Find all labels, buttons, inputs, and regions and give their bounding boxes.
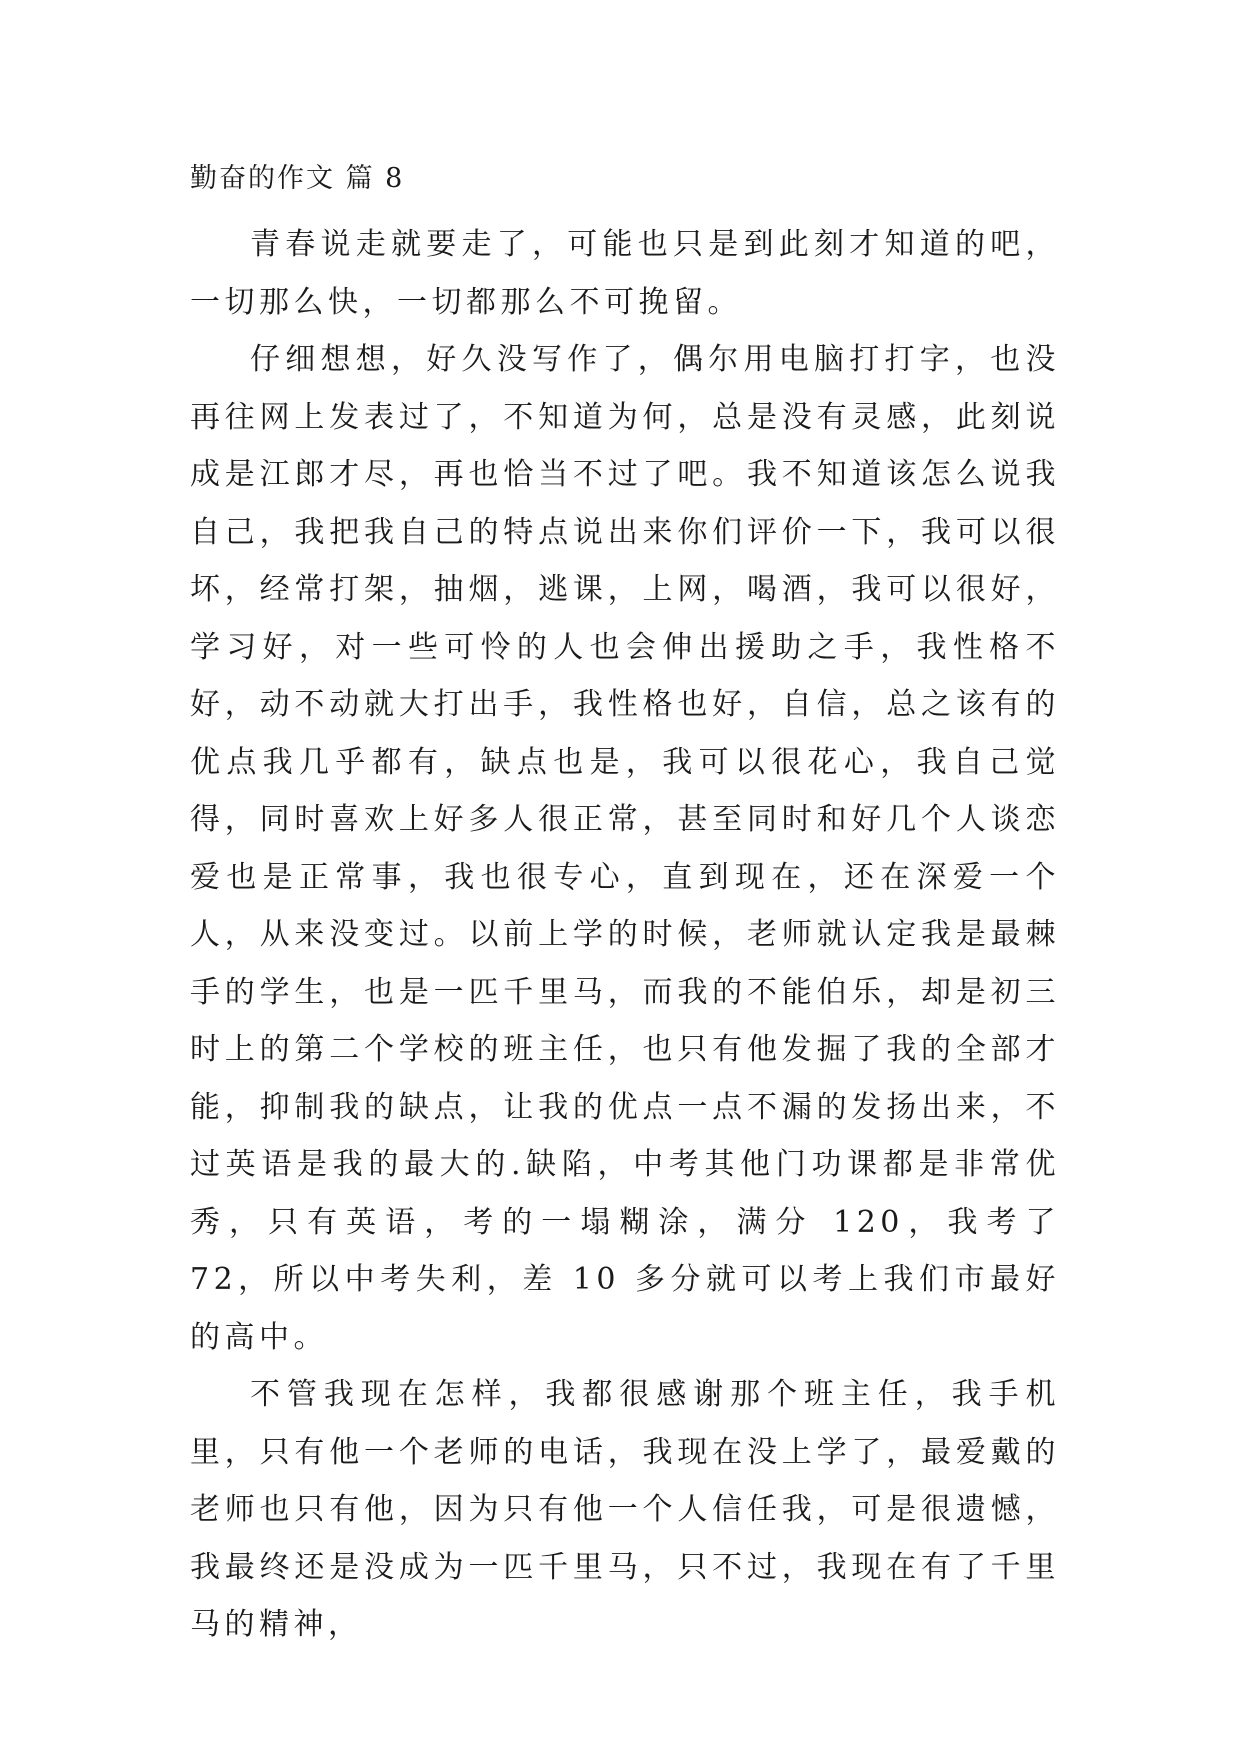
paragraph-1: 青春说走就要走了，可能也只是到此刻才知道的吧，一切那么快，一切都那么不可挽留。 [190, 227, 1060, 320]
document-body [190, 216, 1060, 1654]
paragraph-3: 不管我现在怎样，我都很感谢那个班主任，我手机里，只有他一个老师的电话，我现在没上学了，最爱戴的老师也只有他，因为只有他一个人信任我，可是很遗憾，我最终还是没成为一匹千里马，只不过，我现在有了千里马的精神， [190, 1377, 1060, 1642]
document-title: 勤奋的作文 篇 8 [190, 163, 405, 194]
paragraph-2: 仔细想想，好久没写作了，偶尔用电脑打打字，也没再往网上发表过了，不知道为何，总是没有灵感，此刻说成是江郎才尽，再也恰当不过了吧。我不知道该怎么说我自己，我把我自己的特点说出来你们评价一下，我可以很坏，经常打架，抽烟，逃课，上网，喝酒，我可以很好，学习好，对一些可怜的人也会伸出援助之手，我性格不好，动不动就大打出手，我性格也好，自信，总之该有的优点我几乎都有，缺点也是，我可以很花心，我自己觉得，同时喜欢上好多人很正常，甚至同时和好几个人谈恋爱也是正常事，我也很专心，直到现在，还在深爱一个人，从来没变过。以前上学的时候，老师就认定我是最棘手的学生，也是一匹千里马，而我的不能伯乐，却是初三时上的第二个学校的班主任，也只有他发掘了我的全部才能，抑制我的缺点，让我的优点一点不漏的发扬出来，不过英语是我的最大的.缺陷，中考其他门功课都是非常优秀，只有英语，考的一塌糊涂，满分 120，我考了 72，所以中考失利，差 10 多分就可以考上我们市最好的高中。 [190, 342, 1060, 1355]
